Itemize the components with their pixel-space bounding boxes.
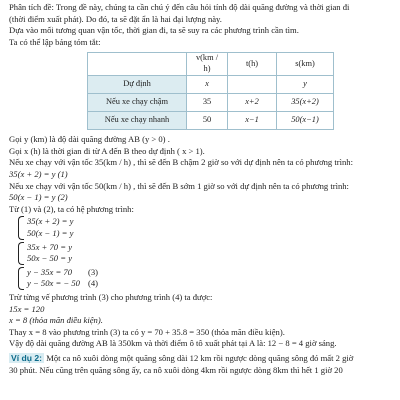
table-cell [228,76,277,94]
table-row [88,94,334,112]
paragraph-let-x: Gọi x (h) là thời gian đi từ A đến B theo dự định ( x > 1). [9,145,205,156]
intro-line-3: Dựa vào mối tương quan vận tốc, thời gian đi, ta sẽ suy ra các phương trình cần tìm. [9,25,299,36]
system-line: y − 50x = − 50 [27,278,80,289]
brace-icon [18,242,24,265]
table-row-label: Nếu xe chạy chậm [88,94,187,112]
table-cell: 35(x+2) [277,94,334,112]
table-header-cell: v(km / h) [187,53,228,76]
table-header-cell [88,53,187,76]
paragraph-slow-case: Nếu xe chạy với vận tốc 35(km / h) , thì sẽ đến B chậm 2 giờ so với dự định nên ta có phương trình: [9,157,353,168]
table-header-cell: s(km) [277,53,334,76]
paragraph-let-y: Gọi y (km) là độ dài quãng đường AB (y > 0) . [9,134,170,145]
system-line: y − 35x = 70 [27,266,73,277]
example-line-2: 30 phút. Nếu cũng trên quãng sông ấy, ca nô xuôi dòng 4km rồi ngược dòng 8km thì hết 1 giờ 20 [9,364,343,375]
equation-system-2 [18,242,392,265]
system-line: 35x + 70 = y [27,241,73,252]
paragraph-substitute: Thay x = 8 vào phương trình (3) ta có y = 70 + 35.8 = 350 (thỏa mãn điều kiện). [9,326,285,337]
summary-table [87,52,334,130]
paragraph-conclusion: Vậy độ dài quãng đường AB là 350km và thời điểm ô tô xuất phát tại A là: 12 − 8 = 4 giờ sáng. [9,338,337,349]
paragraph-system-intro: Từ (1) và (2), ta có hệ phương trình: [9,203,134,214]
table-cell: x−1 [228,112,277,130]
system-line: 50(x − 1) = y [27,227,74,238]
table-row [88,76,334,94]
intro-line-2: (thời điểm xuất phát). Do đó, ta sẽ đặt ẩn là hai đại lượng này. [9,13,222,24]
brace-icon [18,267,24,290]
intro-line-4: Ta có thể lập bảng tóm tắt: [9,36,101,47]
table-header-row [88,53,334,76]
example-2 [9,353,392,376]
equation-tag: (4) [87,278,98,289]
table-cell: x [187,76,228,94]
table-cell: 50 [187,112,228,130]
table-row-label: Dự định [88,76,187,94]
table-cell: 50(x−1) [277,112,334,130]
equation-3: 15x = 120 [9,303,45,314]
table-row-label: Nếu xe chạy nhanh [88,112,187,130]
example-label: Ví dụ 2: [11,352,43,363]
intro-line-1: Phân tích đề: Trong đề này, chúng ta cần chú ý đến câu hỏi tính độ dài quãng đường và thời gian đi [9,2,350,12]
table-row [88,112,334,130]
table-cell: x+2 [228,94,277,112]
equation-1: 35(x + 2) = y (1) [9,169,68,179]
system-line: 35(x + 2) = y [27,216,74,227]
paragraph-fast-case: Nếu xe chạy với vận tốc 50(km / h) , thì sẽ đến B sớm 1 giờ so với dự định nên ta có phương trình: [9,180,349,191]
table-cell: 35 [187,94,228,112]
equation-2: 50(x − 1) = y (2) [9,192,68,203]
equation-system-3 [18,267,392,290]
table-header-cell: t(h) [228,53,277,76]
system-line: 50x − 50 = y [27,253,73,264]
equation-4: x = 8 (thỏa mãn điều kiện). [9,315,103,326]
brace-icon [18,216,24,239]
paragraph-subtract: Trừ từng vế phương trình (3) cho phương trình (4) ta được: [9,291,213,302]
example-line-1: Một ca nô xuôi dòng một quãng sông dài 12 km rồi ngược dòng quãng sông đó mất 2 giờ [44,352,354,363]
equation-tag: (3) [87,267,98,278]
table-cell: y [277,76,334,94]
equation-system-1 [18,216,392,239]
